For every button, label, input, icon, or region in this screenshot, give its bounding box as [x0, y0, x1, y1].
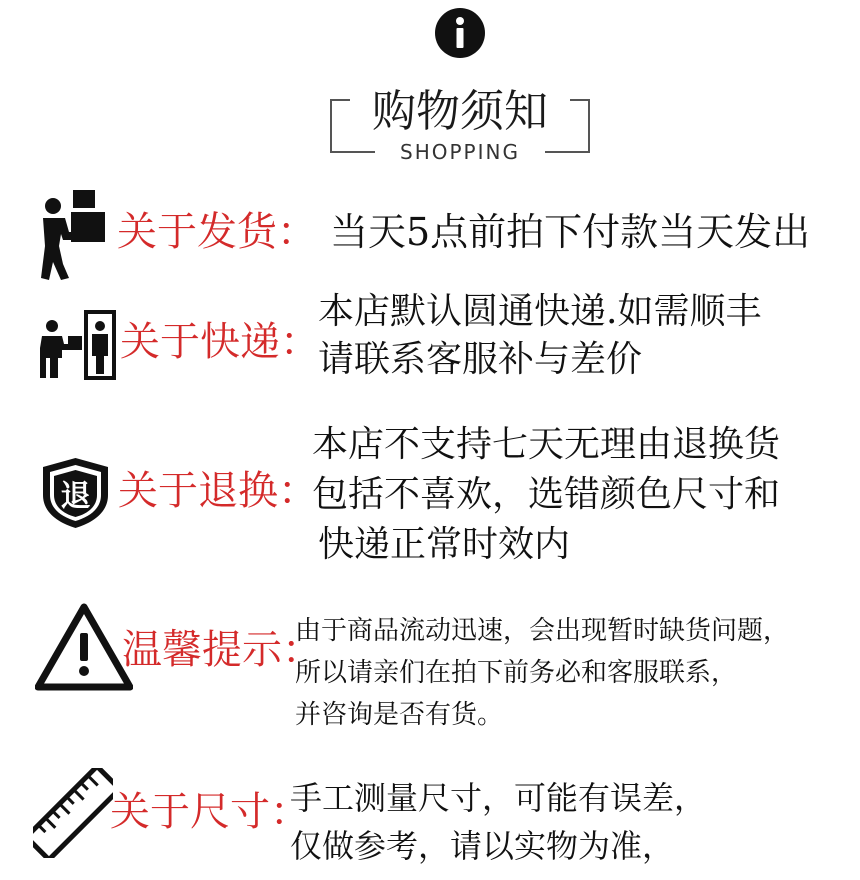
courier-line: 请联系客服补与差价: [318, 339, 643, 380]
shipping-text: [330, 208, 810, 256]
page-subtitle: SHOPPING: [400, 140, 520, 164]
return-glyph: 退: [60, 479, 91, 514]
shipping-label: 关于发货：: [117, 209, 317, 255]
delivery-person-icon: [35, 188, 110, 283]
notice-line: 并咨询是否有货。: [295, 700, 504, 730]
return-shield-icon: [38, 455, 113, 530]
page-title-block: [330, 85, 590, 164]
notice-label: 温馨提示：: [122, 627, 322, 673]
info-icon: [435, 8, 485, 58]
returns-line: 包括不喜欢，选错颜色尺寸和: [312, 474, 781, 515]
size-line: 仅做参考，请以实物为准，: [290, 827, 675, 865]
size-label: 关于尺寸：: [110, 789, 310, 835]
courier-text: [318, 288, 761, 384]
returns-line: 快递正常时效内: [318, 524, 571, 565]
page-title: 购物须知: [372, 86, 548, 137]
courier-line: 本店默认圆通快递.如需顺丰: [318, 291, 762, 332]
returns-line: 本店不支持七天无理由退换货: [312, 424, 781, 465]
ruler-icon: [33, 768, 113, 858]
courier-label: 关于快递：: [120, 319, 320, 365]
returns-text: [312, 420, 780, 570]
notice-line: 所以请亲们在拍下前务必和客服联系，: [295, 658, 738, 688]
size-text: [290, 774, 706, 870]
returns-label: 关于退换：: [118, 468, 318, 514]
size-line: 手工测量尺寸，可能有误差，: [290, 779, 707, 817]
shipping-line: 当天5点前拍下付款当天发出: [330, 210, 811, 254]
courier-handoff-icon: [38, 308, 118, 383]
notice-line: 由于商品流动迅速，会出现暂时缺货问题，: [295, 616, 790, 646]
warning-triangle-icon: [35, 603, 133, 691]
notice-text: [295, 610, 789, 736]
